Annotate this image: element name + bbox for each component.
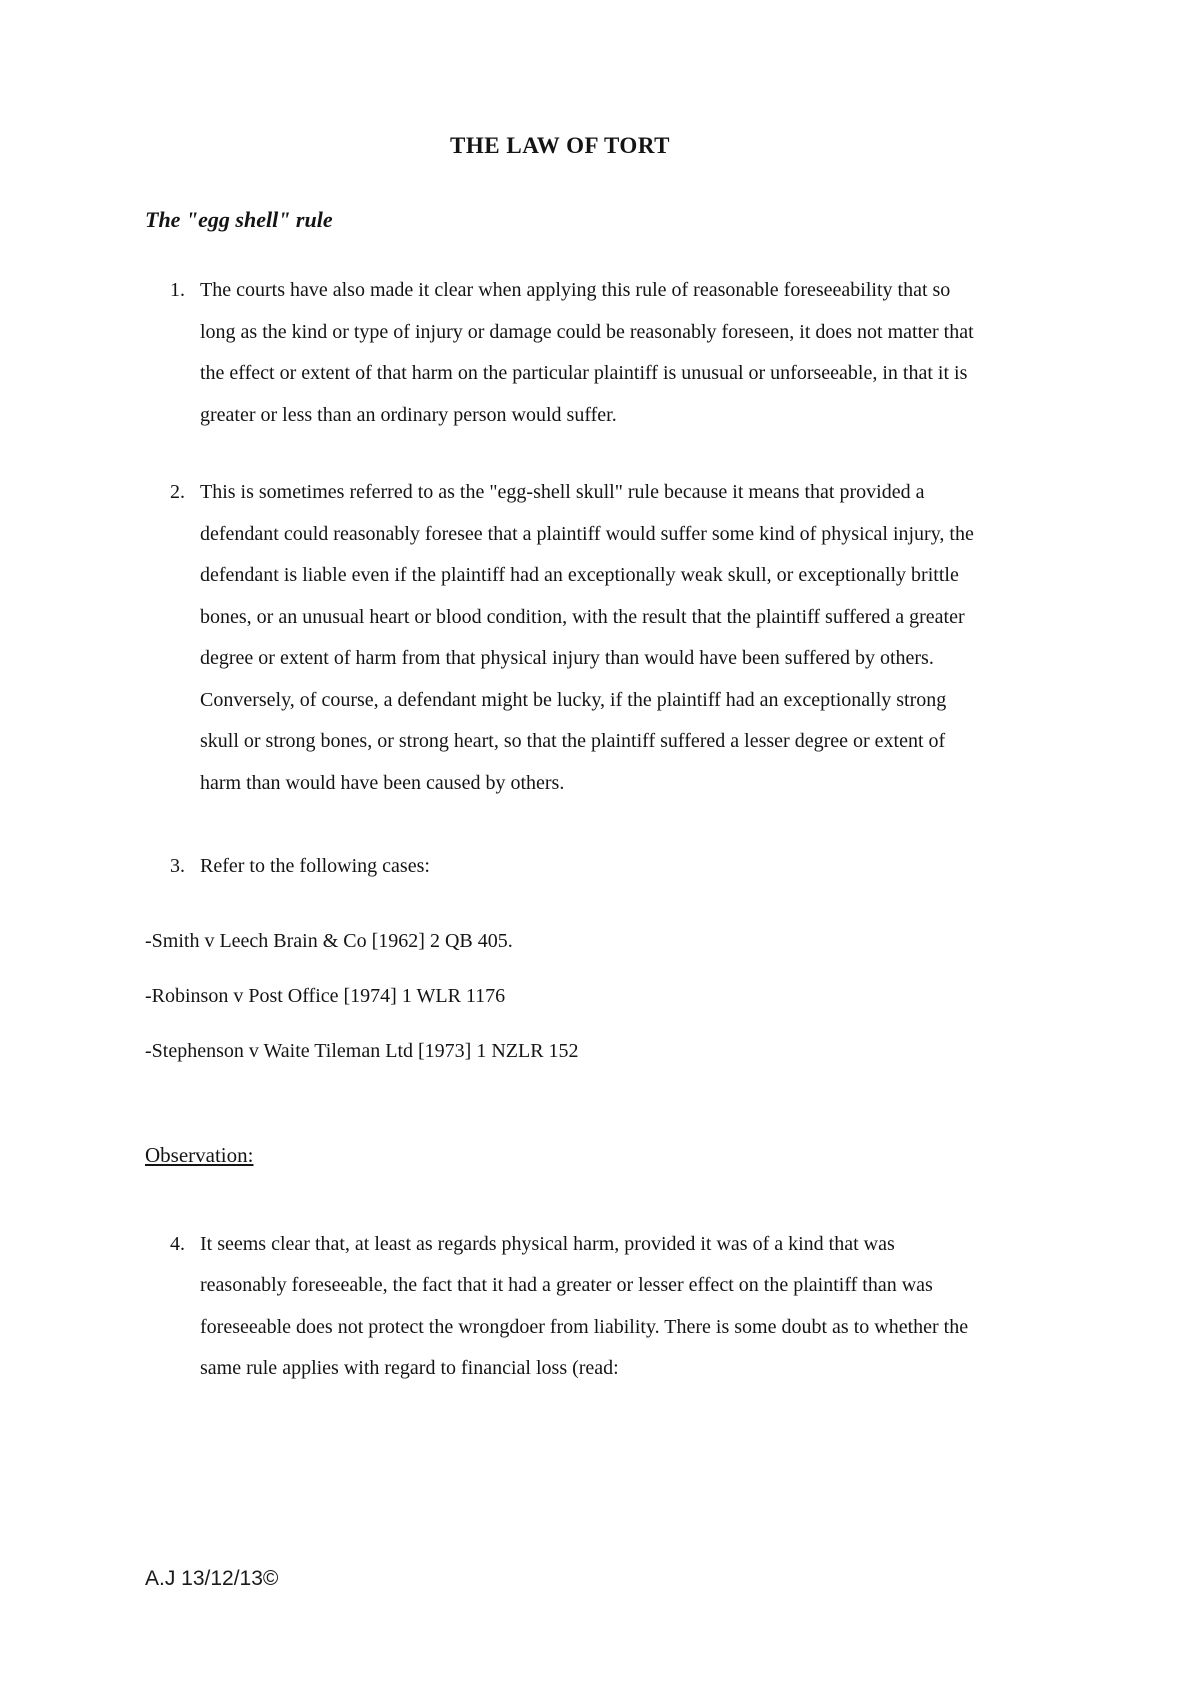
list-item-2-text: This is sometimes referred to as the "egg-shell skull" rule because it means that provided a defendant could reasonably foresee that a plaintiff would suffer some kind of physical injury, the defendant is liable even if the plaintiff had an exceptionally weak skull, or exceptionally brittle bones, or an unusual heart or blood condition, with the result that the plaintiff suffered a greater degree or extent of harm from that physical injury than would have been suffered by others. Conversely, of course, a defendant might be lucky, if the plaintiff had an exceptionally strong skull or strong bones, or strong heart, so that the plaintiff suffered a lesser degree or extent of harm than would have been caused by others.: [200, 481, 974, 794]
list-item-3-text: Refer to the following cases:: [200, 855, 430, 877]
section-heading-egg-shell-rule: The "egg shell" rule: [145, 207, 333, 232]
list-item-2: [170, 472, 975, 804]
list-item-1: [170, 270, 975, 436]
observation-heading: Observation:: [145, 1142, 254, 1167]
list-item-4: [170, 1224, 975, 1390]
list-item-3: [170, 846, 975, 888]
list-item-4-text: It seems clear that, at least as regards physical harm, provided it was of a kind that was reasonably foreseeable, the fact that it had a greater or lesser effect on the plaintiff than was foreseeable does not protect the wrongdoer from liability. There is some doubt as to whether the same rule applies with regard to financial loss (read:: [200, 1232, 969, 1379]
list-item-3-number: 3.: [170, 855, 185, 877]
case-list: [145, 920, 975, 1072]
list-item-1-text: The courts have also made it clear when applying this rule of reasonable foreseeability that so long as the kind or type of injury or damage could be reasonably foreseen, it does not matter that the effect or extent of that harm on the particular plaintiff is unusual or unforseeable, in that it is greater or less than an ordinary person would suffer.: [200, 279, 974, 426]
case-citation-stephenson: -Stephenson v Waite Tileman Ltd [1973] 1 NZLR 152: [145, 1039, 579, 1062]
list-item-2-number: 2.: [170, 481, 185, 503]
case-citation-robinson: -Robinson v Post Office [1974] 1 WLR 1176: [145, 984, 506, 1007]
case-citation-smith: -Smith v Leech Brain & Co [1962] 2 QB 405.: [145, 929, 513, 952]
page-title: THE LAW OF TORT: [450, 133, 670, 158]
list-item-1-number: 1.: [170, 279, 185, 301]
footer-author-date: A.J 13/12/13©: [145, 1567, 279, 1590]
list-item-4-number: 4.: [170, 1232, 185, 1255]
